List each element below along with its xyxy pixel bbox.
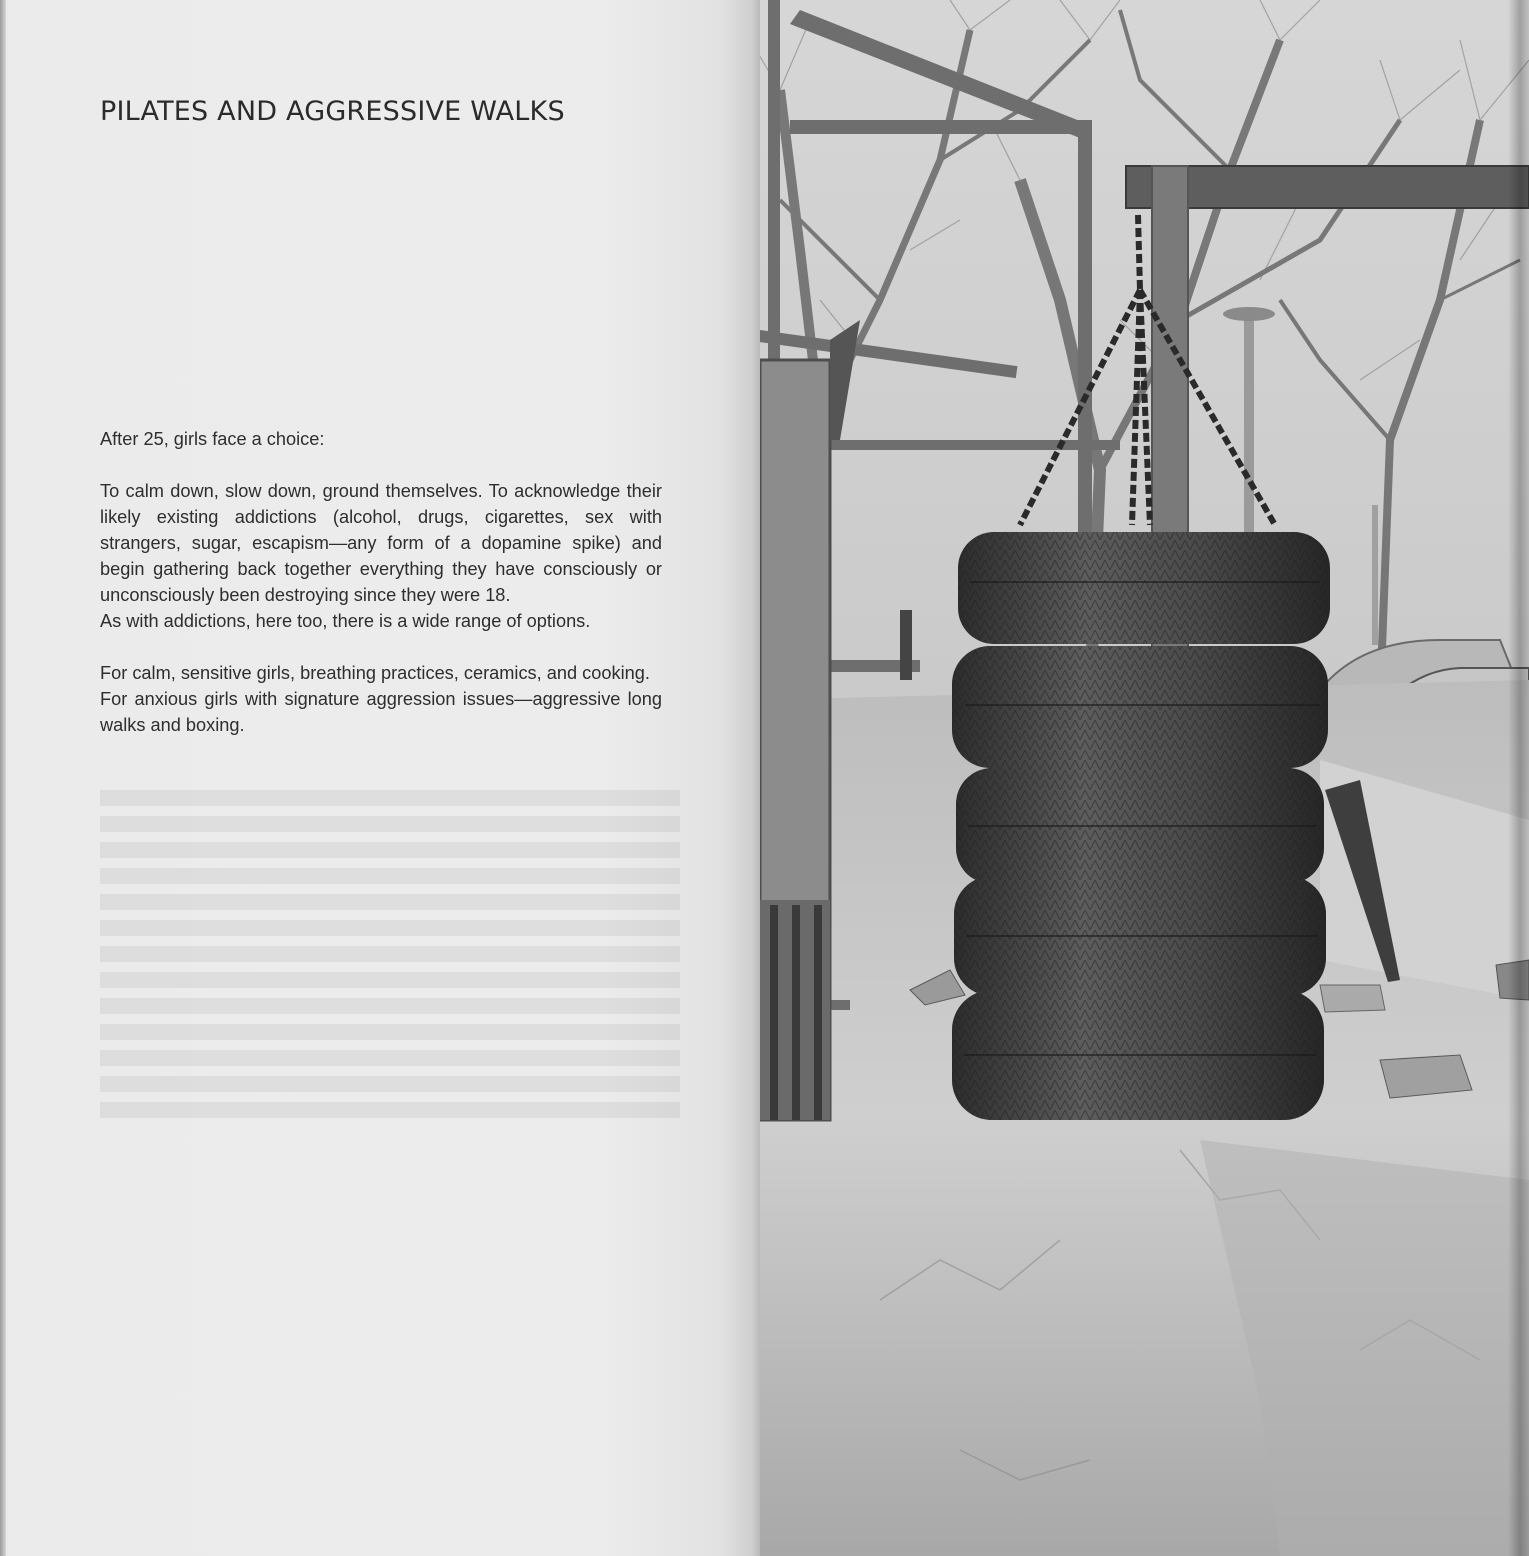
paragraph-calm-girls: For calm, sensitive girls, breathing practices, ceramics, and cooking. — [100, 663, 650, 683]
paragraph-options: As with addictions, here too, there is a wide range of options. — [100, 611, 591, 631]
tire-punching-bag-photo — [760, 0, 1529, 1556]
body-text — [100, 426, 662, 738]
page-edge — [0, 0, 6, 1556]
right-page — [760, 0, 1529, 1556]
page-title: PILATES AND AGGRESSIVE WALKS — [100, 96, 565, 127]
paragraph-intro: After 25, girls face a choice: — [100, 429, 325, 449]
paragraph-anxious-girls: For anxious girls with signature aggression issues—aggressive long walks and boxing. — [100, 689, 662, 735]
gutter-shadow — [1508, 0, 1529, 1556]
paragraph-calm-down: To calm down, slow down, ground themselves. To acknowledge their likely existing addictions (alcohol, drugs, cigarettes, sex with strangers, sugar, escapism—any form of a dopamine spike) and begin gathering back together everything they have consciously or unconsciously been destroying since they were 18. — [100, 481, 662, 605]
show-through-text — [100, 790, 680, 1120]
left-page — [0, 0, 760, 1556]
tire-stack — [952, 532, 1330, 1120]
